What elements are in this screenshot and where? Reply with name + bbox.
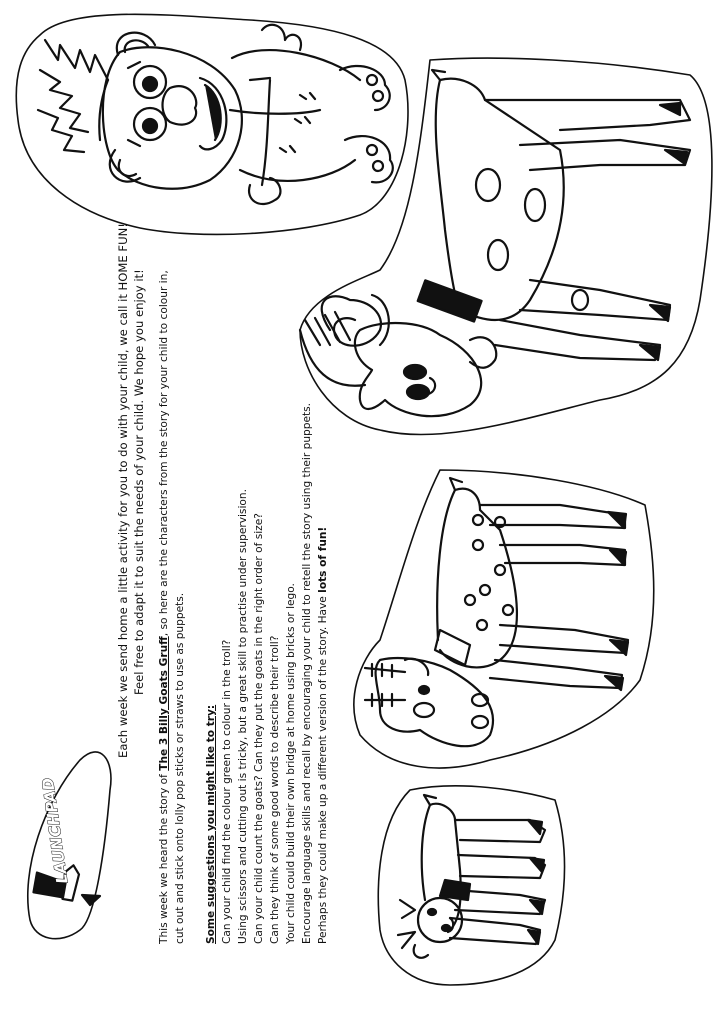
story-paragraph-line1: This week we heard the story of The 3 Billy Goats Gruff, so here are the characters from the story for your child to colour in, — [158, 270, 170, 944]
suggestions-heading: Some suggestions you might like to try: — [205, 704, 217, 944]
suggestion-item: Can your child find the colour green to colour in the troll? — [221, 639, 233, 944]
intro-heading-line2: Feel free to adapt it to suit the needs of your child. We hope you enjoy it! — [132, 269, 146, 695]
launchpad-wordmark: LAUNCHPAD — [38, 776, 72, 885]
suggestion-item: Your child could build their own bridge at home using bricks or lego. — [285, 583, 297, 944]
suggestion-item-last: Perhaps they could make up a different version of the story. Have lots of fun! — [317, 526, 329, 944]
suggestion-item: Can they think of some good words to describe their troll? — [269, 635, 281, 944]
suggestion-item: Can your child count the goats? Can they put the goats in the right order of size? — [253, 513, 265, 944]
suggestion-item: Encourage language skills and recall by encouraging your child to retell the story using their puppets. — [301, 402, 313, 944]
story-paragraph-line2: cut out and stick onto lolly pop sticks or straws to use as puppets. — [174, 592, 186, 944]
story-title: The 3 Billy Goats Gruff — [158, 636, 170, 771]
intro-heading-line1: Each week we send home a little activity for you to do with your child, we call it HOME FUN! — [116, 223, 130, 758]
suggestion-item: Using scissors and cutting out is tricky, but a great skill to practise under supervision. — [237, 489, 249, 944]
